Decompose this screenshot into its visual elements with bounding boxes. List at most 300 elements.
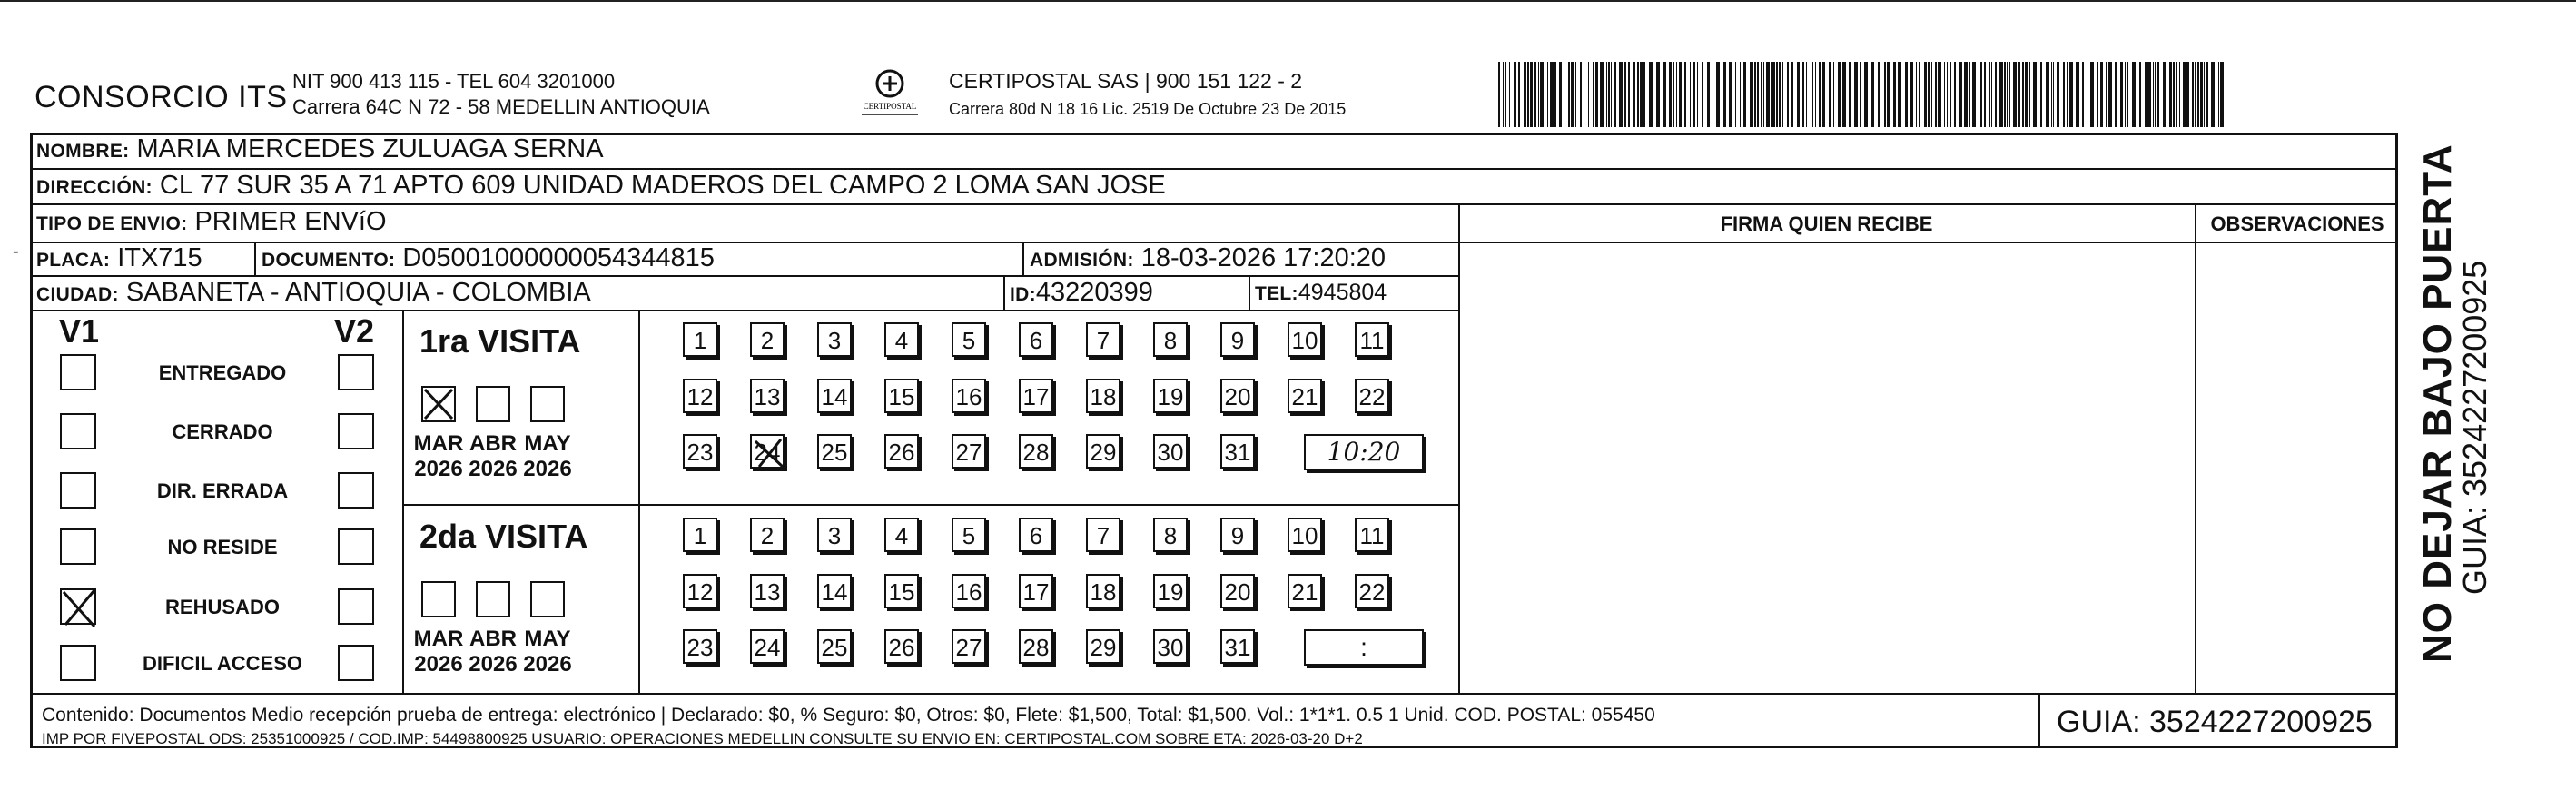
day-box[interactable] xyxy=(750,322,785,357)
barcode-bar xyxy=(1944,62,1945,127)
barcode-bar xyxy=(1959,62,1962,127)
barcode-bar xyxy=(1743,62,1746,127)
barcode-bar xyxy=(1676,62,1677,127)
barcode-bar xyxy=(2147,62,2151,127)
day-number: 6 xyxy=(1029,522,1043,549)
v1-header: V1 xyxy=(59,312,100,350)
barcode-bar xyxy=(1995,62,1997,127)
barcode-bar xyxy=(2108,62,2112,127)
day-number: 10 xyxy=(1291,327,1318,354)
day-box[interactable] xyxy=(683,322,717,357)
day-box[interactable] xyxy=(683,629,717,664)
ciudad-value: SABANETA - ANTIOQUIA - COLOMBIA xyxy=(125,278,591,307)
barcode-bar xyxy=(2076,62,2079,127)
day-number: 15 xyxy=(888,578,915,606)
barcode-bar xyxy=(1575,62,1576,127)
day-box[interactable] xyxy=(683,434,717,469)
status-label-3: NO RESIDE xyxy=(167,536,278,558)
day-box[interactable] xyxy=(1153,518,1188,552)
month-name: MAY xyxy=(524,627,571,651)
no-dejar-notice: NO DEJAR BAJO PUERTA xyxy=(2415,143,2460,663)
documento-label: DOCUMENTO: xyxy=(262,250,396,271)
barcode-bar xyxy=(1819,62,1821,127)
admision-row xyxy=(1030,243,1386,273)
barcode-bar xyxy=(1600,62,1604,127)
v1-checkbox-1[interactable] xyxy=(60,413,96,449)
day-number: 31 xyxy=(1224,634,1251,661)
barcode-bar xyxy=(1919,62,1920,127)
day-number: 22 xyxy=(1358,383,1386,410)
day-box[interactable] xyxy=(1153,434,1188,469)
month-checkbox-abr[interactable] xyxy=(476,386,510,422)
day-box[interactable] xyxy=(952,629,986,664)
day-box[interactable] xyxy=(1153,629,1188,664)
barcode-bar xyxy=(1797,62,1800,127)
day-number: 16 xyxy=(955,383,982,410)
check-mark-icon xyxy=(421,386,456,422)
barcode-bar xyxy=(2067,62,2068,127)
barcode-bar xyxy=(2018,62,2020,127)
v1-checkbox-0[interactable] xyxy=(60,354,96,390)
day-box[interactable] xyxy=(884,629,919,664)
day-box[interactable] xyxy=(1355,379,1389,413)
nombre-row xyxy=(36,134,604,164)
time-box[interactable] xyxy=(1304,629,1424,666)
day-number: 13 xyxy=(754,578,781,606)
barcode-bar xyxy=(1806,62,1807,127)
day-number: 14 xyxy=(821,383,848,410)
time-value: 10:20 xyxy=(1327,437,1401,467)
day-number: 17 xyxy=(1022,578,1050,606)
barcode-bar xyxy=(2022,62,2024,127)
day-number: 2 xyxy=(760,522,775,549)
barcode-bar xyxy=(1776,62,1778,127)
day-number: 19 xyxy=(1157,578,1184,606)
day-number: 26 xyxy=(888,439,915,466)
barcode-bar xyxy=(1624,62,1626,127)
barcode-bar xyxy=(1984,62,1986,127)
barcode-bar xyxy=(2009,62,2010,127)
day-box[interactable] xyxy=(1220,518,1255,552)
v2-checkbox-3[interactable] xyxy=(338,528,374,565)
day-number: 29 xyxy=(1090,634,1117,661)
barcode-bar xyxy=(1791,62,1793,127)
day-box[interactable] xyxy=(1086,379,1120,413)
barcode-bar xyxy=(1649,62,1653,127)
barcode-bar xyxy=(1815,62,1816,127)
barcode-bar xyxy=(1593,62,1594,127)
day-box[interactable] xyxy=(952,322,986,357)
barcode-bar xyxy=(1608,62,1610,127)
barcode-bar xyxy=(1931,62,1932,127)
barcode-bar xyxy=(1716,62,1720,127)
barcode-bar xyxy=(2069,62,2073,127)
barcode-bar xyxy=(2211,62,2215,127)
barcode-bar xyxy=(1588,62,1589,127)
month-checkbox-mar[interactable] xyxy=(421,581,456,617)
day-box[interactable] xyxy=(1355,574,1389,608)
day-number: 20 xyxy=(1224,383,1251,410)
barcode-bar xyxy=(1991,62,1992,127)
month-checkbox-may[interactable] xyxy=(530,581,565,617)
barcode-bar xyxy=(2192,62,2194,127)
day-box[interactable] xyxy=(1355,322,1389,357)
time-value: : xyxy=(1360,633,1367,661)
tipo-envio-label: TIPO DE ENVIO: xyxy=(36,213,188,234)
month-name: ABR xyxy=(469,627,517,651)
day-number: 20 xyxy=(1224,578,1251,606)
day-box[interactable] xyxy=(750,574,785,608)
barcode-bar xyxy=(2106,62,2107,127)
day-box[interactable] xyxy=(817,629,852,664)
barcode-bar xyxy=(1989,62,1990,127)
barcode-bar xyxy=(1999,62,2003,127)
barcode-bar xyxy=(2025,62,2028,127)
day-number: 30 xyxy=(1157,634,1184,661)
day-number: 17 xyxy=(1022,383,1050,410)
barcode-bar xyxy=(1893,62,1896,127)
day-box[interactable] xyxy=(750,518,785,552)
barcode-bar xyxy=(1887,62,1890,127)
day-box[interactable] xyxy=(884,379,919,413)
barcode-bar xyxy=(2204,62,2205,127)
admision-value: 18-03-2026 17:20:20 xyxy=(1140,243,1387,272)
month-name: MAY xyxy=(524,431,571,456)
company-address: Carrera 64C N 72 - 58 MEDELLIN ANTIOQUIA xyxy=(292,95,710,118)
day-box[interactable] xyxy=(884,574,919,608)
check-mark-icon xyxy=(58,585,102,632)
barcode-bar xyxy=(2007,62,2008,127)
barcode-bar xyxy=(1750,62,1753,127)
v1-checkbox-4[interactable] xyxy=(60,588,96,625)
barcode-bar xyxy=(1679,62,1682,127)
day-box[interactable] xyxy=(683,574,717,608)
barcode-bar xyxy=(1606,62,1607,127)
v2-header: V2 xyxy=(334,312,375,350)
barcode-bar xyxy=(1534,62,1536,127)
day-number: 12 xyxy=(686,383,714,410)
barcode-bar xyxy=(1514,62,1516,127)
barcode-bar xyxy=(2173,62,2175,127)
v2-checkbox-0[interactable] xyxy=(338,354,374,390)
nombre-value: MARIA MERCEDES ZULUAGA SERNA xyxy=(136,134,604,163)
barcode-bar xyxy=(1723,62,1726,127)
day-number: 13 xyxy=(754,383,781,410)
barcode-bar xyxy=(1916,62,1917,127)
barcode-bar xyxy=(1740,62,1741,127)
day-number: 24 xyxy=(754,439,781,466)
day-box[interactable] xyxy=(1153,574,1188,608)
day-box[interactable] xyxy=(1220,574,1255,608)
day-box[interactable] xyxy=(817,322,852,357)
barcode-bar xyxy=(2053,62,2054,127)
month-name: MAR xyxy=(413,627,464,651)
visit-title-1: 2da VISITA xyxy=(419,518,588,555)
barcode-bar xyxy=(2163,62,2166,127)
barcode-bar xyxy=(1614,62,1616,127)
day-box[interactable] xyxy=(1086,574,1120,608)
day-box[interactable] xyxy=(750,379,785,413)
day-box[interactable] xyxy=(1220,379,1255,413)
day-number: 24 xyxy=(754,634,781,661)
barcode-bar xyxy=(1779,62,1781,127)
barcode-bar xyxy=(1898,62,1901,127)
direccion-label: DIRECCIÓN: xyxy=(36,177,153,198)
day-box[interactable] xyxy=(952,379,986,413)
day-box[interactable] xyxy=(1086,629,1120,664)
barcode-bar xyxy=(2046,62,2049,127)
month-label-may xyxy=(516,431,579,482)
day-number: 5 xyxy=(962,327,976,354)
barcode-bar xyxy=(1757,62,1759,127)
day-box[interactable] xyxy=(1288,574,1322,608)
barcode-bar xyxy=(2179,62,2180,127)
day-number: 7 xyxy=(1096,327,1110,354)
barcode-bar xyxy=(2220,62,2224,127)
day-number: 11 xyxy=(1359,522,1385,549)
barcode-bar xyxy=(1554,62,1556,127)
day-number: 2 xyxy=(760,327,775,354)
barcode-bar xyxy=(1761,62,1762,127)
barcode-bar xyxy=(1822,62,1825,127)
day-number: 3 xyxy=(827,522,842,549)
day-box[interactable] xyxy=(1019,379,1053,413)
day-box[interactable] xyxy=(1086,322,1120,357)
day-box[interactable] xyxy=(1288,322,1322,357)
certipostal-line: CERTIPOSTAL SAS | 900 151 122 - 2 xyxy=(949,69,1303,93)
day-number: 30 xyxy=(1157,439,1184,466)
v2-checkbox-5[interactable] xyxy=(338,645,374,681)
day-box[interactable] xyxy=(884,518,919,552)
barcode-bar xyxy=(2040,62,2042,127)
day-box[interactable] xyxy=(683,379,717,413)
day-box[interactable] xyxy=(1220,434,1255,469)
barcode-bar xyxy=(1833,62,1834,127)
day-box[interactable] xyxy=(750,434,785,469)
barcode-bar xyxy=(1802,62,1804,127)
day-box[interactable] xyxy=(952,574,986,608)
barcode-bar xyxy=(1684,62,1686,127)
barcode-bar xyxy=(1595,62,1598,127)
barcode-bar xyxy=(1524,62,1526,127)
status-label-0: ENTREGADO xyxy=(158,361,287,384)
barcode-bar xyxy=(1547,62,1548,127)
day-box[interactable] xyxy=(817,574,852,608)
day-number: 18 xyxy=(1090,578,1117,606)
barcode-bar xyxy=(1656,62,1660,127)
day-box[interactable] xyxy=(1019,518,1053,552)
barcode-bar xyxy=(2004,62,2006,127)
barcode-bar xyxy=(1540,62,1544,127)
logo-text: CERTIPOSTAL xyxy=(863,102,917,111)
ciudad-label: CIUDAD: xyxy=(36,284,119,305)
day-number: 27 xyxy=(955,439,982,466)
day-number: 3 xyxy=(827,327,842,354)
v1-checkbox-3[interactable] xyxy=(60,528,96,565)
barcode-bar xyxy=(2097,62,2098,127)
day-box[interactable] xyxy=(884,322,919,357)
day-box[interactable] xyxy=(1019,322,1053,357)
barcode-bar xyxy=(1509,62,1510,127)
day-box[interactable] xyxy=(1019,629,1053,664)
time-box[interactable] xyxy=(1304,434,1424,470)
day-box[interactable] xyxy=(817,518,852,552)
day-number: 16 xyxy=(955,578,982,606)
day-box[interactable] xyxy=(1153,322,1188,357)
barcode-bar xyxy=(1640,62,1643,127)
day-box[interactable] xyxy=(1153,379,1188,413)
barcode-bar xyxy=(1643,62,1645,127)
tel-label: TEL: xyxy=(1255,283,1298,304)
day-number: 11 xyxy=(1359,327,1385,354)
day-box[interactable] xyxy=(683,518,717,552)
barcode-bar xyxy=(2200,62,2203,127)
day-box[interactable] xyxy=(1288,518,1322,552)
barcode-bar xyxy=(1707,62,1710,127)
barcode-bar xyxy=(1935,62,1937,127)
barcode-bar xyxy=(2186,62,2189,127)
day-number: 29 xyxy=(1090,439,1117,466)
day-box[interactable] xyxy=(817,379,852,413)
barcode-bar xyxy=(2033,62,2037,127)
placa-value: ITX715 xyxy=(117,243,202,272)
barcode-bar xyxy=(1503,62,1504,127)
footer-print-info: IMP POR FIVEPOSTAL ODS: 25351000925 / COD.IMP: 54498800925 USUARIO: OPERACIONES MEDELLIN CONSULTE SU ENVIO EN: CERTIPOSTAL.COM SOBRE ETA: 2026-03-20 D+2 xyxy=(42,730,1363,747)
day-number: 28 xyxy=(1022,439,1050,466)
id-value: 43220399 xyxy=(1035,278,1153,307)
day-box[interactable] xyxy=(1288,379,1322,413)
barcode-bar xyxy=(1693,62,1695,127)
barcode-bar xyxy=(1518,62,1520,127)
v2-checkbox-1[interactable] xyxy=(338,413,374,449)
id-label: ID: xyxy=(1010,284,1036,305)
day-box[interactable] xyxy=(817,434,852,469)
tel-value: 4945804 xyxy=(1298,280,1387,305)
day-number: 4 xyxy=(894,327,909,354)
day-number: 23 xyxy=(686,439,714,466)
barcode-bar xyxy=(1980,62,1982,127)
barcode-bar xyxy=(1763,62,1764,127)
barcode-bar xyxy=(1735,62,1736,127)
barcode-bar xyxy=(2176,62,2177,127)
barcode-bar xyxy=(1782,62,1783,127)
status-label-4: REHUSADO xyxy=(165,596,280,618)
barcode-bar xyxy=(2125,62,2126,127)
barcode-bar xyxy=(1538,62,1539,127)
day-number: 4 xyxy=(894,522,909,549)
v1-checkbox-2[interactable] xyxy=(60,472,96,509)
barcode-bar xyxy=(1772,62,1775,127)
barcode-bar xyxy=(1864,62,1868,127)
handwritten-x-mark-icon xyxy=(752,436,786,470)
day-box[interactable] xyxy=(1019,574,1053,608)
barcode-bar xyxy=(2145,62,2147,127)
day-number: 22 xyxy=(1358,578,1386,606)
month-label-may xyxy=(516,627,579,677)
barcode-bar xyxy=(2063,62,2065,127)
barcode-bar xyxy=(1568,62,1570,127)
barcode-bar xyxy=(2132,62,2136,127)
top-rule xyxy=(0,0,2576,2)
barcode-bar xyxy=(2051,62,2052,127)
day-box[interactable] xyxy=(1220,629,1255,664)
barcode-bar xyxy=(1954,62,1956,127)
barcode-bar xyxy=(1702,62,1703,127)
day-number: 8 xyxy=(1163,327,1178,354)
visit-title-0: 1ra VISITA xyxy=(419,322,581,360)
day-number: 8 xyxy=(1163,522,1178,549)
barcode-bar xyxy=(1530,62,1533,127)
barcode-bar xyxy=(1871,62,1874,127)
ciudad-row xyxy=(36,278,591,308)
day-number: 25 xyxy=(821,439,848,466)
barcode-bar xyxy=(2029,62,2030,127)
barcode-bar xyxy=(2157,62,2159,127)
barcode-bar xyxy=(2115,62,2117,127)
month-name: ABR xyxy=(469,431,517,456)
barcode-bar xyxy=(1580,62,1582,127)
barcode-bar xyxy=(1673,62,1674,127)
barcode-bar xyxy=(1628,62,1630,127)
barcode-bar xyxy=(1950,62,1951,127)
barcode-bar xyxy=(2195,62,2196,127)
day-number: 9 xyxy=(1230,522,1245,549)
barcode-bar xyxy=(2155,62,2156,127)
barcode-bar xyxy=(1838,62,1841,127)
barcode-bar xyxy=(1842,62,1846,127)
day-box[interactable] xyxy=(952,518,986,552)
day-box[interactable] xyxy=(1086,518,1120,552)
v1-checkbox-5[interactable] xyxy=(60,645,96,681)
day-number: 9 xyxy=(1230,327,1245,354)
day-box[interactable] xyxy=(1019,434,1053,469)
day-box[interactable] xyxy=(1355,518,1389,552)
barcode-bar xyxy=(2120,62,2123,127)
barcode-bar xyxy=(1910,62,1913,127)
day-box[interactable] xyxy=(750,629,785,664)
v2-checkbox-4[interactable] xyxy=(338,588,374,625)
barcode-bar xyxy=(2183,62,2186,127)
month-checkbox-mar[interactable] xyxy=(421,386,456,422)
barcode-bar xyxy=(2100,62,2103,127)
v2-checkbox-2[interactable] xyxy=(338,472,374,509)
month-year: 2026 xyxy=(523,457,572,481)
barcode-bar xyxy=(2090,62,2094,127)
month-name: MAR xyxy=(413,431,464,456)
barcode-bar xyxy=(1729,62,1732,127)
direccion-row xyxy=(36,171,1166,201)
barcode-bar xyxy=(1498,62,1500,127)
nombre-label: NOMBRE: xyxy=(36,141,130,162)
barcode-bar xyxy=(1771,62,1772,127)
day-box[interactable] xyxy=(952,434,986,469)
day-number: 28 xyxy=(1022,634,1050,661)
nit-line: NIT 900 413 115 - TEL 604 3201000 xyxy=(292,70,616,93)
barcode-bar xyxy=(1619,62,1623,127)
barcode-bar xyxy=(1947,62,1948,127)
day-number: 26 xyxy=(888,634,915,661)
month-checkbox-abr[interactable] xyxy=(476,581,510,617)
status-label-2: DIR. ERRADA xyxy=(156,479,289,502)
month-checkbox-may[interactable] xyxy=(530,386,565,422)
barcode xyxy=(1498,62,2225,127)
barcode-bar xyxy=(1849,62,1851,127)
day-box[interactable] xyxy=(884,434,919,469)
barcode-bar xyxy=(1938,62,1941,127)
day-box[interactable] xyxy=(1220,322,1255,357)
day-box[interactable] xyxy=(1086,434,1120,469)
barcode-bar xyxy=(2057,62,2059,127)
